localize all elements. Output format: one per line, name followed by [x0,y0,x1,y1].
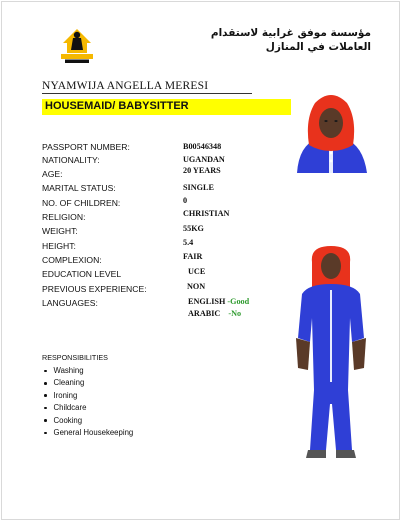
weight-label: WEIGHT: [42,226,78,236]
children-label: NO. OF CHILDREN: [42,198,121,208]
education-value: UCE [188,267,206,276]
age-label: AGE: [42,169,63,179]
complexion-label: COMPLEXION: [42,255,102,265]
religion-label: RELIGION: [42,212,86,222]
bullet-icon [44,432,47,435]
list-item: Childcare [44,402,133,414]
full-length-photo [286,242,376,467]
responsibilities-list [44,365,133,439]
language-arabic [188,309,241,318]
language-arabic-level: -No [228,309,242,318]
nationality-value: UGANDAN [183,155,225,164]
list-item: General Housekeeping [44,427,133,439]
job-title-bar [42,99,294,115]
height-value: 5.4 [183,238,194,247]
responsibilities-title: RESPONSIBILITIES [42,353,108,362]
weight-value: 55KG [183,224,204,233]
marital-status-label: MARITAL STATUS: [42,183,116,193]
candidate-name: NYAMWIJA ANGELLA MERESI [42,80,209,92]
marital-status-value: SINGLE [183,183,214,192]
bullet-icon [44,394,47,397]
experience-label: PREVIOUS EXPERIENCE: [42,284,147,294]
job-title: HOUSEMAID/ BABYSITTER [45,100,189,112]
house-maid-logo-icon [57,21,97,65]
language-english [188,297,249,306]
experience-value: NON [187,282,206,291]
agency-name-arabic: مؤسسة موفق غرابية لاستقدام العاملات في المنازل [210,27,371,53]
bullet-icon [44,382,47,385]
list-item: Cooking [44,415,133,427]
religion-value: CHRISTIAN [183,209,230,218]
list-item: Ironing [44,390,133,402]
name-underline [42,93,252,94]
age-value: 20 YEARS [183,166,221,175]
language-english-name: ENGLISH [188,297,226,306]
cv-page [1,1,400,520]
languages-label: LANGUAGES: [42,298,98,308]
passport-value: B00546348 [183,142,222,151]
language-english-level: -Good [227,297,250,306]
nationality-label: NATIONALITY: [42,155,100,165]
list-item: Cleaning [44,377,133,389]
height-label: HEIGHT: [42,241,76,251]
bullet-icon [44,419,47,422]
list-item: Washing [44,365,133,377]
complexion-value: FAIR [183,252,203,261]
children-value: 0 [183,196,188,205]
portrait-photo [291,89,371,173]
bullet-icon [44,370,47,373]
bullet-icon [44,407,47,410]
passport-label: PASSPORT NUMBER: [42,142,130,152]
language-arabic-name: ARABIC [188,309,221,318]
education-label: EDUCATION LEVEL [42,269,122,279]
